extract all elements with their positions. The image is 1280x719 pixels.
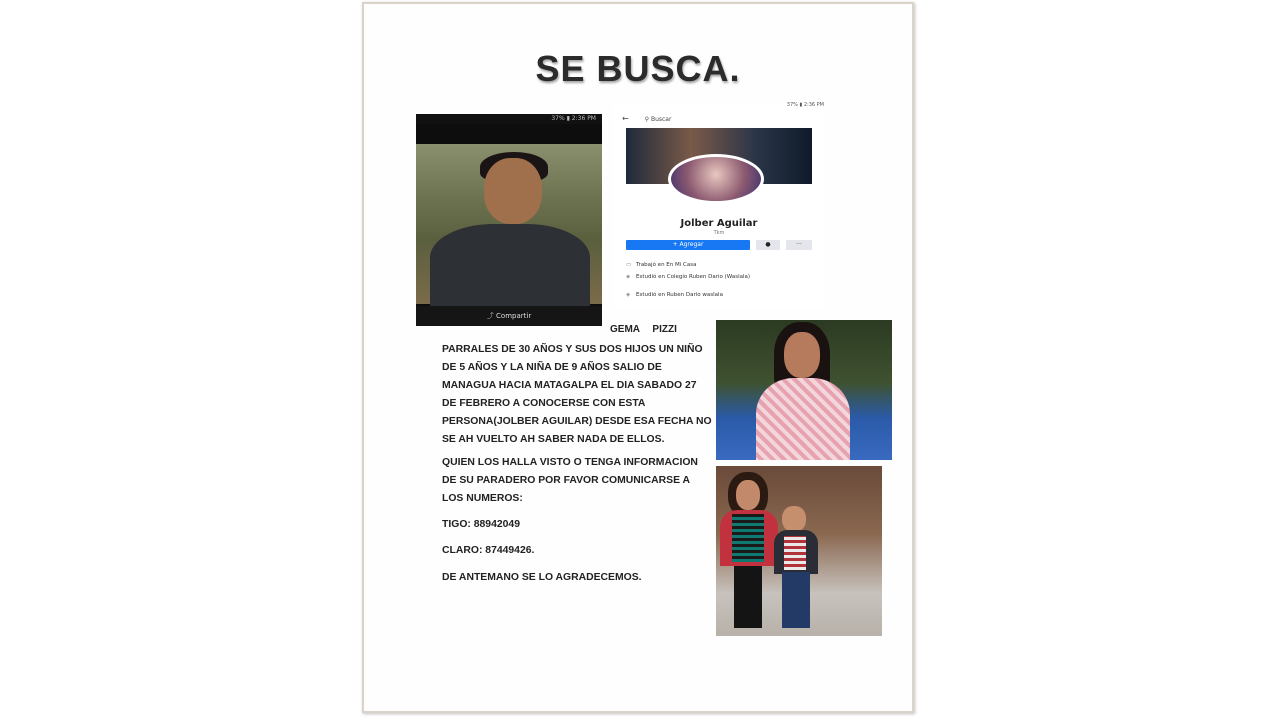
- add-friend-button[interactable]: [626, 240, 750, 250]
- add-friend-icon: +: [672, 241, 680, 248]
- add-friend-label: Agregar: [679, 241, 704, 248]
- request-text: QUIEN LOS HALLA VISTO O TENGA INFORMACION DE SU PARADERO POR FAVOR COMUNICARSE A LOS NUMEROS:: [442, 457, 698, 504]
- poster-sheet: [362, 2, 914, 713]
- children-photo: [716, 466, 882, 636]
- more-icon: ···: [796, 241, 802, 248]
- boy-shirt-shape: [784, 536, 806, 570]
- shirt-shape: [430, 224, 590, 308]
- profile-info-education-2: [626, 292, 723, 299]
- search-bar[interactable]: [622, 114, 812, 124]
- profile-info-text: Estudió en Colegio Ruben Dario (Waslala): [636, 274, 751, 280]
- thanks-text: DE ANTEMANO SE LO AGRADECEMOS.: [442, 572, 642, 583]
- poster-title: SE BUSCA.: [535, 48, 741, 89]
- photo-scene: [416, 144, 602, 304]
- briefcase-icon: ▭: [626, 262, 632, 268]
- girl-face-shape: [736, 480, 760, 510]
- profile-info-education-1: [626, 274, 796, 281]
- share-label: Compartir: [496, 312, 532, 320]
- back-arrow-icon[interactable]: ←: [622, 114, 629, 123]
- face-shape: [784, 332, 820, 378]
- claro-number: CLARO: 87449426.: [442, 545, 535, 556]
- search-icon: ⚲: [644, 116, 650, 123]
- phone-status-bar: 37% ▮ 2:36 PM: [416, 114, 602, 124]
- profile-info-work: [626, 262, 696, 269]
- facebook-profile-screenshot: [614, 102, 824, 308]
- share-icon: ⤴: [486, 312, 497, 320]
- description-text: PARRALES DE 30 AÑOS Y SUS DOS HIJOS UN NIÑO DE 5 AÑOS Y LA NIÑA DE 9 AÑOS SALIO DE MANAGUA HACIA MATAGALPA EL DIA SABADO 27 DE FEBRERO A CONOCERSE CON ESTA PERSONA(JOLBER AGUILAR) DESDE ESA FECHA NO SE AH VUELTO AH SABER NADA DE ELLOS.: [442, 344, 712, 445]
- messenger-button[interactable]: [756, 240, 780, 250]
- girl-shirt-shape: [732, 514, 764, 562]
- profile-info-text: Estudió en Ruben Dario waslala: [636, 292, 723, 298]
- girl-legs-shape: [734, 566, 762, 628]
- man-photo: [416, 114, 602, 326]
- face-shape: [484, 158, 542, 224]
- profile-avatar: [668, 154, 764, 204]
- more-button[interactable]: [786, 240, 812, 250]
- graduation-icon: ◈: [626, 292, 631, 298]
- profile-info-text: Trabajó en En Mi Casa: [636, 262, 697, 268]
- woman-photo: [716, 320, 892, 460]
- blouse-shape: [756, 378, 850, 460]
- messenger-icon: ●: [765, 241, 771, 248]
- graduation-icon: ◈: [626, 274, 631, 280]
- boy-face-shape: [782, 506, 806, 532]
- boy-legs-shape: [782, 572, 810, 628]
- missing-person-name: GEMA PIZZI: [610, 324, 677, 335]
- tigo-number: TIGO: 88942049: [442, 519, 520, 530]
- profile-subtitle: Tkm: [713, 230, 725, 236]
- search-label: Buscar: [650, 116, 672, 123]
- phone-status-bar: 37% ▮ 2:36 PM: [786, 102, 824, 108]
- profile-name: Jolber Aguilar: [680, 218, 758, 229]
- share-button[interactable]: [416, 306, 602, 326]
